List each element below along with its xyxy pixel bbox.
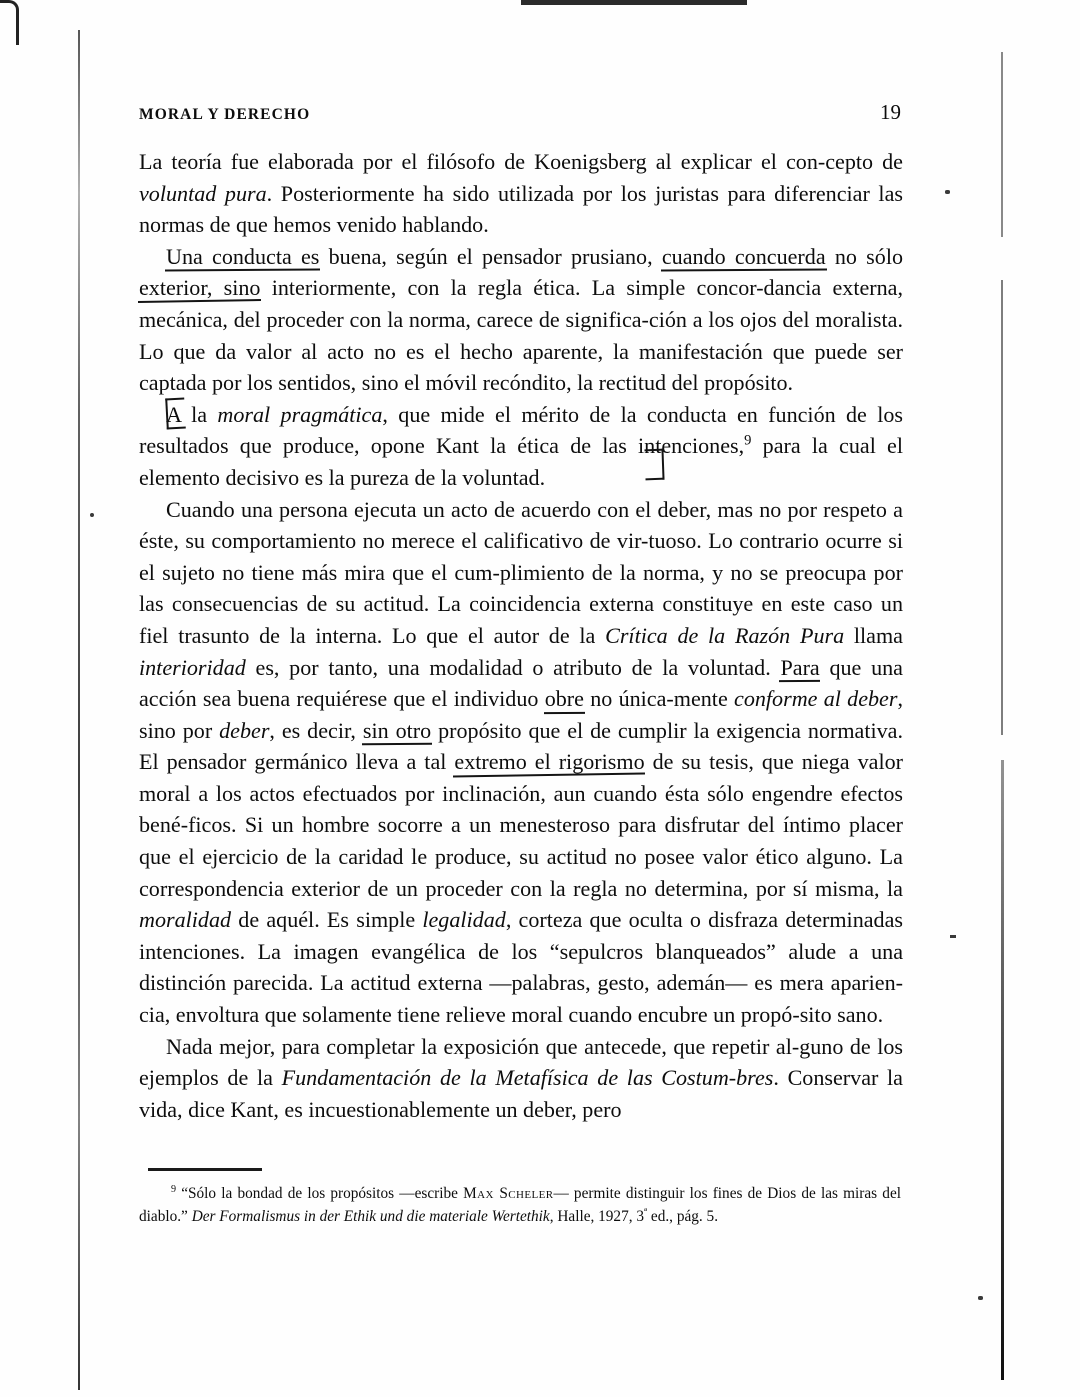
text-run: , sino por — [139, 686, 903, 743]
text-run: A la — [166, 401, 218, 427]
text-run: llama — [844, 622, 903, 648]
italic-run: deber — [219, 717, 270, 743]
footnote-9 — [139, 1183, 901, 1228]
scan-artifact-left-margin-line — [78, 30, 80, 1390]
pen-underline-run: extremo el rigorismo — [454, 749, 645, 775]
running-head — [139, 100, 901, 125]
footnote-marker: 9 — [171, 1183, 177, 1195]
author-name-smallcaps: Max Scheler — [463, 1185, 554, 1202]
text-run: , es decir, — [269, 717, 363, 743]
scan-artifact-speck-right-lower — [978, 1296, 983, 1300]
footnote-separator-rule — [148, 1168, 262, 1171]
pen-underline-run: exterior, sino — [139, 275, 261, 301]
text-run: de su tesis, que niega valor moral a los actos efectuados por inclinación, aun cuando ésta sólo engendre efectos bené-ficos. Si un hombre socorre a un menesteroso para disfrutar del íntimo placer que el ejercicio de la caridad le produce, su actitud no posee valor ético alguno. La correspondencia exterior de un proceder con la regla no determina, por sí misma, la — [139, 749, 903, 901]
scan-artifact-speck-right-upper — [945, 190, 950, 194]
pen-underline-run: sin otro — [362, 717, 432, 743]
text-run: ed., pág. 5. — [647, 1207, 719, 1225]
handwritten-bracket-open — [165, 398, 186, 430]
italic-run: moralidad — [139, 907, 232, 933]
pen-underline-run: Una conducta es — [166, 243, 320, 269]
paragraph-3 — [139, 399, 903, 494]
scan-artifact-top-bar — [521, 0, 747, 5]
text-run: . Conservar la vida, dice Kant, es incuestionablemente un deber, pero — [139, 1065, 903, 1122]
text-run: de aquél. Es simple — [231, 907, 423, 933]
italic-run: legalidad — [422, 907, 506, 933]
running-head-title: MORAL Y DERECHO — [139, 106, 311, 123]
paragraph-1 — [139, 146, 903, 241]
ordinal-superscript: ª — [644, 1205, 648, 1218]
text-run: , corteza que oculta o disfraza determinadas intenciones. La imagen evangélica de los “sepulcros blanqueados” alude a una distinción parecida. La actitud externa —palabras, gesto, ademán— es mera aparien-cia, envoltura que solamente tiene relieve moral cuando encubre un propó-sito sano. — [139, 907, 903, 1028]
body-text — [139, 146, 903, 1125]
text-run: — permite distinguir los fines de Dios de las miras del diablo.” — [139, 1185, 901, 1225]
scan-artifact-speck-right-middle — [950, 935, 956, 938]
handwritten-bracket-close — [644, 449, 664, 481]
paragraph-2 — [139, 241, 903, 399]
pen-underline-run: Para — [780, 654, 820, 680]
scan-artifact-right-line-lower — [1001, 760, 1004, 1380]
italic-run: voluntad pura — [139, 180, 267, 206]
text-run: para la cual el elemento decisivo es la pureza de la voluntad. — [139, 433, 903, 490]
text-run: La teoría fue elaborada por el filósofo de Koenigsberg al explicar el con-cepto de — [139, 149, 903, 174]
text-run: Cuando una persona ejecuta un acto de acuerdo con el deber, mas no por respeto a éste, su comportamiento no merece el calificativo de vir-tuoso. Lo contrario ocurre si el sujeto no tiene más mira que el cum-plimiento de la norma, y no se preocupa por las consecuencias de su actitud. La coincidencia externa constituye en este caso un fiel trasunto de la interna. Lo que el autor de la — [139, 496, 903, 648]
page-number: 19 — [880, 100, 901, 124]
italic-run: Fundamentación de la Metafísica de las Costum-bres — [281, 1065, 774, 1091]
scan-artifact-speck-left — [90, 513, 94, 517]
scan-artifact-right-line-upper — [1001, 52, 1003, 237]
footnote-reference[interactable]: 9 — [744, 432, 752, 449]
italic-run-work-title: Der Formalismus in der Ethik und die materiale Wertethik — [191, 1207, 550, 1225]
text-run: Nada mejor, para completar la exposición que antecede, que repetir al-guno de los ejemplos de la — [139, 1033, 903, 1091]
paragraph-4 — [139, 494, 903, 1031]
text-run: interiormente, con la regla ética. La simple concor-dancia externa, mecánica, del proceder con la norma, carece de significa-ción a los ojos del moralista. Lo que da valor al acto no es el hecho aparente, la manifestación que puede ser captada por los sentidos, sino el móvil recóndito, la rectitud del propósito. — [139, 275, 903, 396]
italic-run: moral pragmática — [217, 401, 383, 427]
pen-underline-run: obre — [544, 686, 584, 712]
text-run: propósito que el de cumplir la exigencia normativa. El pensador germánico lleva a tal — [139, 717, 903, 775]
text-run: “Sólo la bondad de los propósitos —escribe — [176, 1185, 464, 1202]
text-run: es, por tanto, una modalidad o atributo de la voluntad. — [245, 654, 781, 680]
italic-run: interioridad — [139, 654, 246, 680]
italic-run: conforme al deber — [734, 686, 898, 712]
paragraph-5 — [139, 1031, 903, 1126]
text-run: no sólo — [825, 243, 903, 269]
scan-artifact-right-line-middle — [1001, 280, 1003, 735]
text-run: buena, según el pensador prusiano, — [319, 243, 662, 269]
text-run: , Halle, 1927, 3 — [549, 1207, 645, 1225]
text-run: . Posteriormente ha sido utilizada por los juristas para diferenciar las normas de que hemos venido hablando. — [139, 180, 903, 238]
scan-artifact-corner-hook — [0, 0, 19, 45]
italic-run: Crítica de la Razón Pura — [605, 622, 845, 648]
text-run: , que mide el mérito de la conducta en función de los resultados que produce, opone Kant la ética de las intenciones, — [139, 401, 903, 459]
pen-underline-run: cuando concuerda — [661, 243, 826, 269]
footnote-area — [139, 1183, 901, 1228]
text-run: no única-mente — [583, 686, 735, 712]
text-run: que una acción sea buena requiérese que el individuo — [139, 654, 903, 712]
